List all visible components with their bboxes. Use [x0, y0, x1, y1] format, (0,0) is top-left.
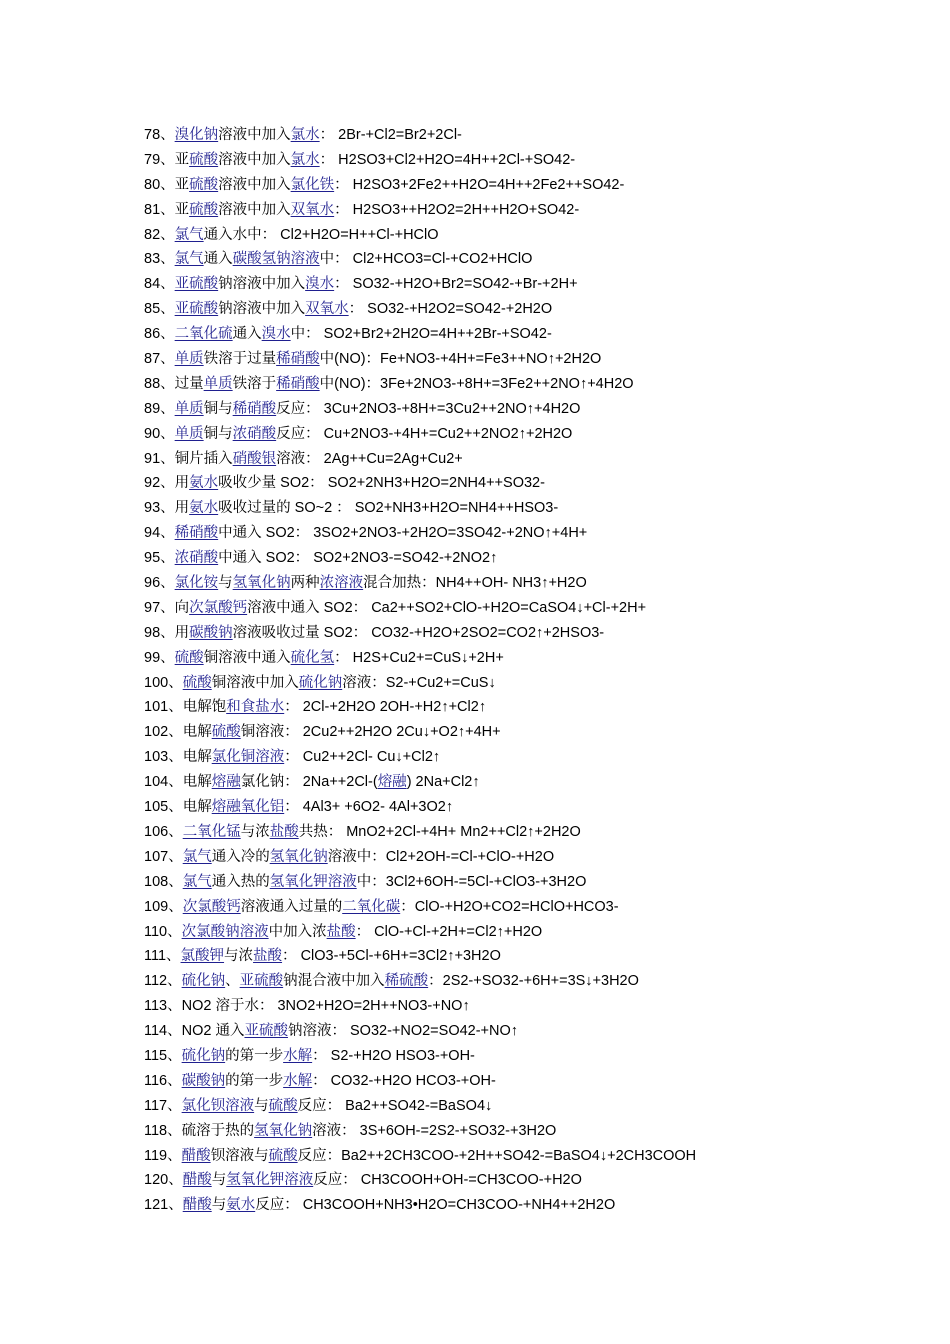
equation-text: 92、用 [144, 475, 190, 492]
term-link[interactable]: 熔融 [377, 774, 407, 791]
equation-text: ： ClO-+Cl-+2H+=Cl2↑+H2O [355, 923, 543, 940]
equation-text: 88、过量 [144, 375, 204, 392]
equation-text: 铜与 [203, 400, 233, 417]
term-link[interactable]: 单质 [174, 351, 204, 368]
equation-text: 97、向 [144, 599, 190, 616]
equation-text: ： H2SO3++H2O2=2H++H2O+SO42- [334, 201, 580, 218]
equation-line [144, 223, 904, 248]
term-link[interactable]: 亚硫酸 [244, 1023, 288, 1040]
equation-line [144, 1069, 904, 1094]
equation-text: 通入 [203, 251, 233, 268]
equation-line [144, 397, 904, 422]
equation-text: 115、 [144, 1047, 182, 1064]
equation-line [144, 198, 904, 223]
equation-text: 93、用 [144, 500, 190, 517]
equation-text: 112、 [144, 973, 182, 990]
term-link[interactable]: 稀硝酸 [276, 375, 320, 392]
term-link[interactable]: 稀硫酸 [384, 973, 429, 990]
term-link[interactable]: 氯化铵 [174, 575, 219, 592]
equation-line [144, 770, 904, 795]
equation-text: 87、 [144, 351, 175, 368]
equation-line [144, 621, 904, 646]
equation-text: 100、 [144, 674, 183, 691]
equation-text: 钠混合液中加入 [283, 973, 385, 990]
equation-line [144, 1168, 904, 1193]
equation-text: 氯化钠： 2Na++2Cl-( [240, 774, 378, 791]
term-link[interactable]: 溴水 [261, 326, 291, 343]
equation-text: 钠溶液： SO32-+NO2=SO42-+NO↑ [287, 1023, 519, 1040]
equation-text: 溶液：S2-+Cu2+=CuS↓ [342, 674, 496, 691]
equation-line [144, 944, 904, 969]
term-link[interactable]: 硫酸 [211, 724, 241, 741]
equation-line [144, 596, 904, 621]
equation-text: 溶液中加入 [218, 201, 291, 218]
equation-line [144, 148, 904, 173]
equation-text: 铜溶液中通入 [203, 649, 291, 666]
equation-list [144, 123, 904, 1218]
equation-text: 与 [254, 1097, 269, 1114]
equation-text: 溶液： 2Ag++Cu=2Ag+Cu2+ [276, 450, 463, 467]
equation-text: 的第一步 [225, 1072, 284, 1089]
term-link[interactable]: 盐酸 [326, 923, 356, 940]
equation-text: 79、亚 [144, 151, 190, 168]
term-link[interactable]: 双氧水 [305, 301, 349, 318]
equation-text: 89、 [144, 400, 175, 417]
equation-text: 114、NO2 通入 [144, 1023, 245, 1040]
term-link[interactable]: 溴化钠 [174, 127, 219, 143]
term-link[interactable]: 氯化铜溶液 [211, 749, 285, 766]
equation-text: 与 [211, 1197, 227, 1214]
equation-text: 钡溶液与 [210, 1147, 269, 1164]
equation-text: 91、铜片插入 [144, 450, 233, 467]
term-link[interactable]: 醋酸 [181, 1147, 211, 1164]
equation-text: 中(NO)：Fe+NO3-+4H+=Fe3++NO↑+2H2O [319, 351, 602, 368]
equation-line [144, 123, 904, 148]
equation-text: 铜溶液： 2Cu2++2H2O 2Cu↓+O2↑+4H+ [240, 724, 501, 741]
term-link[interactable]: 氯气 [182, 848, 212, 865]
equation-text: 85、 [144, 301, 175, 318]
equation-text: 82、 [144, 226, 175, 243]
equation-text: 95、 [144, 550, 175, 567]
equation-line [144, 795, 904, 820]
equation-line [144, 571, 904, 596]
term-link[interactable]: 次氯酸钠溶液 [181, 923, 269, 940]
equation-text: ： H2S+Cu2+=CuS↓+2H+ [334, 649, 504, 666]
equation-line [144, 546, 904, 571]
equation-line [144, 895, 904, 920]
term-link[interactable]: 硫化钠 [181, 1047, 226, 1064]
equation-text: 中(NO)：3Fe+2NO3-+8H+=3Fe2++2NO↑+4H2O [319, 375, 634, 392]
equation-text: 混合加热：NH4++OH- NH3↑+H2O [363, 575, 587, 592]
term-link[interactable]: 亚硫酸 [174, 301, 219, 318]
equation-text: 铁溶于 [232, 375, 277, 392]
equation-text: ： H2SO3+Cl2+H2O=4H++2Cl-+SO42- [319, 151, 576, 168]
term-link[interactable]: 硫酸 [182, 674, 212, 691]
equation-text: 99、 [144, 649, 175, 666]
equation-text: 108、 [144, 873, 183, 890]
equation-text: 与 [211, 1172, 227, 1189]
equation-text: 101、电解饱 [144, 699, 227, 716]
equation-text: 铜溶液中加入 [211, 674, 299, 691]
term-link[interactable]: 浓硝酸 [174, 550, 219, 567]
equation-text: 溶液中加入 [218, 151, 291, 168]
equation-text: 与浓 [240, 823, 270, 840]
term-link[interactable]: 醋酸 [182, 1172, 212, 1189]
equation-text: 溶液： 3S+6OH-=2S2-+SO32-+3H2O [312, 1122, 557, 1139]
term-link[interactable]: 次氯酸钙 [182, 898, 241, 915]
equation-text: 吸收过量的 SO~2 ： SO2+NH3+H2O=NH4++HSO3- [218, 500, 559, 517]
equation-line [144, 671, 904, 696]
term-link[interactable]: 浓硝酸 [232, 425, 277, 442]
equation-line [144, 1144, 904, 1169]
equation-line [144, 820, 904, 845]
equation-text: 116、 [144, 1072, 182, 1089]
equation-text: 中： SO2+Br2+2H2O=4H++2Br-+SO42- [290, 326, 552, 343]
equation-text: 中通入 SO2： 3SO2+2NO3-+2H2O=3SO42-+2NO↑+4H+ [218, 525, 588, 542]
equation-line [144, 646, 904, 671]
equation-text: 与 [218, 575, 233, 592]
equation-line [144, 1119, 904, 1144]
equation-line [144, 422, 904, 447]
term-link[interactable]: 硫酸 [189, 151, 219, 168]
term-link[interactable]: 和食盐水 [226, 699, 285, 716]
term-link[interactable]: 氯水 [290, 127, 320, 143]
term-link[interactable]: 二氧化锰 [182, 823, 241, 840]
term-link[interactable]: 水解 [283, 1072, 313, 1089]
equation-text: 118、硫溶于热的 [144, 1122, 255, 1139]
equation-line [144, 272, 904, 297]
equation-text: 111、 [144, 948, 181, 965]
equation-text: 86、 [144, 326, 175, 343]
equation-line [144, 496, 904, 521]
equation-line [144, 1193, 904, 1218]
term-link[interactable]: 稀硝酸 [276, 351, 320, 368]
term-link[interactable]: 二氧化碳 [342, 898, 401, 915]
term-link[interactable]: 硫酸 [268, 1097, 298, 1114]
equation-line [144, 845, 904, 870]
equation-text: 溶液中加入 [218, 127, 291, 143]
term-link[interactable]: 盐酸 [253, 948, 283, 965]
equation-text: 98、用 [144, 624, 190, 641]
equation-text: 中：3Cl2+6OH-=5Cl-+ClO3-+3H2O [356, 873, 587, 890]
equation-text: 反应： Ba2++SO42-=BaSO4↓ [297, 1097, 493, 1114]
equation-text: 反应：Ba2++2CH3COO-+2H++SO42-=BaSO4↓+2CH3COOH [297, 1147, 697, 1164]
equation-line [144, 745, 904, 770]
equation-text: ) 2Na+Cl2↑ [406, 774, 480, 791]
equation-text: ：2S2-+SO32-+6H+=3S↓+3H2O [428, 973, 639, 990]
equation-text: 96、 [144, 575, 175, 592]
equation-line [144, 720, 904, 745]
equation-text: ： S2-+H2O HSO3-+OH- [312, 1047, 475, 1064]
term-link[interactable]: 水解 [283, 1047, 313, 1064]
equation-text: 、 [225, 973, 240, 990]
term-link[interactable]: 熔融氧化铝 [211, 799, 285, 816]
term-link[interactable]: 单质 [174, 400, 204, 417]
term-link[interactable]: 氢氧化钾溶液 [269, 873, 357, 890]
equation-line [144, 471, 904, 496]
equation-text: 119、 [144, 1147, 182, 1164]
equation-line [144, 372, 904, 397]
term-link[interactable]: 亚硫酸 [174, 276, 219, 293]
term-link[interactable]: 稀硝酸 [232, 400, 277, 417]
equation-line [144, 247, 904, 272]
equation-text: 铁溶于过量 [203, 351, 277, 368]
equation-line [144, 347, 904, 372]
term-link[interactable]: 稀硝酸 [174, 525, 219, 542]
equation-text: 中加入浓 [268, 923, 327, 940]
equation-text: 110、 [144, 923, 182, 940]
equation-text: ：ClO-+H2O+CO2=HClO+HCO3- [400, 898, 619, 915]
equation-text: 通入水中： Cl2+H2O=H++Cl-+HClO [203, 226, 439, 243]
equation-text: 121、 [144, 1197, 183, 1214]
term-link[interactable]: 盐酸 [269, 823, 299, 840]
equation-text: 反应： CH3COOH+OH-=CH3COO-+H2O [313, 1172, 582, 1189]
equation-line [144, 969, 904, 994]
term-link[interactable]: 氯化钡溶液 [181, 1097, 255, 1114]
equation-text: 两种 [290, 575, 320, 592]
equation-text: 107、 [144, 848, 183, 865]
term-link[interactable]: 氯气 [182, 873, 212, 890]
equation-text: ： 2Cl-+2H2O 2OH-+H2↑+Cl2↑ [284, 699, 487, 716]
equation-text: 102、电解 [144, 724, 212, 741]
equation-text: 溶液通入过量的 [240, 898, 343, 915]
equation-text: 78、 [144, 127, 175, 143]
equation-text: 溶液吸收过量 SO2： CO32-+H2O+2SO2=CO2↑+2HSO3- [232, 624, 605, 641]
term-link[interactable]: 硫化钠 [181, 973, 226, 990]
equation-line [144, 870, 904, 895]
equation-line [144, 297, 904, 322]
term-link[interactable]: 氢氧化钠 [254, 1122, 313, 1139]
equation-text: 117、 [144, 1097, 182, 1114]
term-link[interactable]: 氯化铁 [290, 176, 335, 193]
equation-text: 81、亚 [144, 201, 190, 218]
equation-line [144, 521, 904, 546]
term-link[interactable]: 硫化钠 [298, 674, 343, 691]
equation-text: 84、 [144, 276, 175, 293]
equation-text: ： CO32-+H2O HCO3-+OH- [312, 1072, 496, 1089]
term-link[interactable]: 硫酸 [189, 176, 219, 193]
equation-text: 83、 [144, 251, 175, 268]
term-link[interactable]: 氢氧化钾溶液 [226, 1172, 314, 1189]
term-link[interactable]: 浓溶液 [319, 575, 364, 592]
equation-text: 与浓 [224, 948, 254, 965]
equation-line [144, 447, 904, 472]
term-link[interactable]: 硫酸 [189, 201, 219, 218]
term-link[interactable]: 单质 [203, 375, 233, 392]
equation-text: 113、NO2 溶于水： 3NO2+H2O=2H++NO3-+NO↑ [144, 998, 470, 1015]
equation-text: 94、 [144, 525, 175, 542]
equation-line [144, 994, 904, 1019]
equation-text: 铜与 [203, 425, 233, 442]
equation-text: ： 4Al3+ +6O2- 4Al+3O2↑ [284, 799, 454, 816]
equation-text: 溶液中加入 [218, 176, 291, 193]
term-link[interactable]: 硫酸 [174, 649, 204, 666]
equation-text: 反应： Cu+2NO3-+4H+=Cu2++2NO2↑+2H2O [276, 425, 573, 442]
equation-text: 106、 [144, 823, 183, 840]
term-link[interactable]: 醋酸 [182, 1197, 212, 1214]
equation-line [144, 173, 904, 198]
equation-line [144, 920, 904, 945]
equation-text: 80、亚 [144, 176, 190, 193]
equation-line [144, 1094, 904, 1119]
term-link[interactable]: 碳酸氢钠溶液 [232, 251, 320, 268]
equation-line [144, 1044, 904, 1069]
equation-line [144, 322, 904, 347]
term-link[interactable]: 硝酸银 [232, 450, 277, 467]
equation-text: 通入 [232, 326, 262, 343]
equation-text: 通入冷的 [211, 848, 270, 865]
term-link[interactable]: 二氧化硫 [174, 326, 233, 343]
term-link[interactable]: 双氧水 [290, 201, 335, 218]
term-link[interactable]: 碳酸钠 [189, 624, 233, 641]
term-link[interactable]: 次氯酸钙 [189, 599, 248, 616]
equation-text: ： 2Br-+Cl2=Br2+2Cl- [319, 127, 462, 143]
equation-text: 吸收少量 SO2： SO2+2NH3+H2O=2NH4++SO32- [218, 475, 545, 492]
equation-text: ： SO32-+H2O2=SO42-+2H2O [348, 301, 553, 318]
term-link[interactable]: 氯气 [174, 226, 204, 243]
equation-text: 通入热的 [211, 873, 270, 890]
term-link[interactable]: 氨水 [189, 500, 219, 517]
equation-text: ： H2SO3+2Fe2++H2O=4H++2Fe2++SO42- [334, 176, 625, 193]
equation-text: 109、 [144, 898, 183, 915]
equation-text: 120、 [144, 1172, 183, 1189]
equation-text: ： Cu2++2Cl- Cu↓+Cl2↑ [284, 749, 441, 766]
term-link[interactable]: 亚硫酸 [239, 973, 284, 990]
term-link[interactable]: 氯气 [174, 251, 204, 268]
term-link[interactable]: 氨水 [189, 475, 219, 492]
equation-text: 104、电解 [144, 774, 212, 791]
equation-line [144, 1019, 904, 1044]
term-link[interactable]: 硫酸 [268, 1147, 298, 1164]
equation-text: ： ClO3-+5Cl-+6H+=3Cl2↑+3H2O [282, 948, 501, 965]
equation-text: 反应： CH3COOH+NH3•H2O=CH3COO-+NH4++2H2O [255, 1197, 616, 1214]
term-link[interactable]: 溴水 [305, 276, 335, 293]
term-link[interactable]: 碳酸钠 [181, 1072, 226, 1089]
equation-text: 中： Cl2+HCO3=Cl-+CO2+HClO [319, 251, 533, 268]
term-link[interactable]: 氨水 [226, 1197, 256, 1214]
equation-text: 90、 [144, 425, 175, 442]
equation-text: 103、电解 [144, 749, 212, 766]
equation-text: 的第一步 [225, 1047, 284, 1064]
term-link[interactable]: 氢氧化钠 [269, 848, 328, 865]
equation-text: 溶液中：Cl2+2OH-=Cl-+ClO-+H2O [327, 848, 555, 865]
equation-line [144, 695, 904, 720]
term-link[interactable]: 单质 [174, 425, 204, 442]
equation-text: 105、电解 [144, 799, 212, 816]
equation-text: 反应： 3Cu+2NO3-+8H+=3Cu2++2NO↑+4H2O [276, 400, 581, 417]
equation-text: ： SO32-+H2O+Br2=SO42-+Br-+2H+ [334, 276, 578, 293]
term-link[interactable]: 硫化氢 [290, 649, 335, 666]
term-link[interactable]: 熔融 [211, 774, 241, 791]
equation-text: 钠溶液中加入 [218, 276, 306, 293]
equation-text: 溶液中通入 SO2： Ca2++SO2+ClO-+H2O=CaSO4↓+Cl-+2H+ [247, 599, 647, 616]
equation-text: 中通入 SO2： SO2+2NO3-=SO42-+2NO2↑ [218, 550, 498, 567]
term-link[interactable]: 氯酸钾 [180, 948, 225, 965]
term-link[interactable]: 氢氧化钠 [232, 575, 291, 592]
equation-text: 共热： MnO2+2Cl-+4H+ Mn2++Cl2↑+2H2O [298, 823, 581, 840]
term-link[interactable]: 氯水 [290, 151, 320, 168]
equation-text: 钠溶液中加入 [218, 301, 306, 318]
